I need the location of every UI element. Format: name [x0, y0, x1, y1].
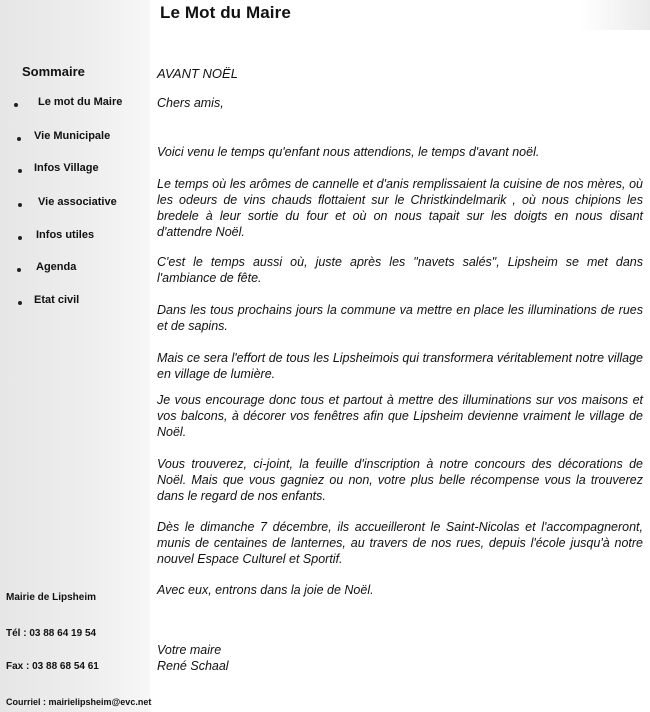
bullet-icon — [14, 103, 18, 107]
letter-greeting: Chers amis, — [157, 96, 224, 110]
letter-paragraph: Je vous encourage donc tous et partout à mettre des illuminations sur vos maisons et vos balcons, à décorer vos fenêtres afin que Lipsheim devienne vraiment le village de Noël. — [157, 393, 643, 439]
bullet-icon — [18, 169, 22, 173]
letter-closing: Votre maire — [157, 643, 222, 657]
sommaire-menu — [0, 96, 150, 326]
sommaire-item-agenda[interactable] — [0, 261, 150, 294]
bullet-icon — [18, 203, 22, 207]
bullet-icon — [17, 268, 21, 272]
sommaire-item-etat-civil[interactable] — [0, 294, 150, 326]
email-link[interactable]: Courriel : mairielipsheim@evc.net — [6, 697, 152, 707]
sommaire-item-vie-municipale[interactable] — [0, 130, 150, 162]
sommaire-item-label: Infos Village — [34, 162, 99, 174]
sommaire-item-label: Etat civil — [34, 294, 80, 306]
sommaire-item-vie-associative[interactable] — [0, 196, 150, 229]
mairie-name: Mairie de Lipsheim — [6, 592, 97, 603]
sommaire-item-infos-village[interactable] — [0, 162, 150, 196]
sommaire-item-label: Vie Municipale — [34, 130, 111, 142]
header-shadow — [580, 0, 650, 30]
letter-paragraph: Dans les tous prochains jours la commune va mettre en place les illuminations de rues et de sapins. — [157, 303, 643, 333]
sommaire-item-label: Le mot du Maire — [38, 96, 123, 108]
bullet-icon — [17, 137, 21, 141]
letter-paragraph: Voici venu le temps qu'enfant nous attendions, le temps d'avant noël. — [157, 145, 540, 159]
letter-paragraph: Mais ce sera l'effort de tous les Lipsheimois qui transformera véritablement notre village en village de lumière. — [157, 351, 643, 381]
sommaire-item-label: Vie associative — [38, 196, 117, 208]
letter-signature: René Schaal — [157, 659, 229, 673]
letter-paragraph: Vous trouverez, ci-joint, la feuille d'inscription à notre concours des décorations de Noël. Mais que vous gagniez ou non, votre plus belle récompense vous la trouverez dans le regard de nos enfants. — [157, 457, 643, 503]
letter-paragraph: Dès le dimanche 7 décembre, ils accueilleront le Saint-Nicolas et l'accompagneront, munis de centaines de lanternes, au travers de nos rues, depuis l'école jusqu'à notre nouvel Espace Culturel et Sportif. — [157, 520, 643, 566]
sommaire-item-le-mot-du-maire[interactable] — [0, 96, 150, 130]
sommaire-item-infos-utiles[interactable] — [0, 229, 150, 261]
sommaire-item-label: Infos utiles — [36, 229, 95, 241]
letter-paragraph: Le temps où les arômes de cannelle et d'anis remplissaient la cuisine de nos mères, où les odeurs de vins chauds flottaient sur le Christkindelmarik , où nous chipions les bredele à leur sortie du four et où on nous tapait sur les doigts en nous disant d'attendre Noël. — [157, 177, 643, 239]
letter-paragraph: Avec eux, entrons dans la joie de Noël. — [157, 583, 374, 597]
page-title: Le Mot du Maire — [160, 3, 291, 22]
letter-heading: AVANT NOËL — [157, 66, 238, 81]
telephone: Tél : 03 88 64 19 54 — [6, 628, 97, 639]
sommaire-item-label: Agenda — [36, 261, 77, 273]
bullet-icon — [18, 301, 22, 305]
bullet-icon — [18, 236, 22, 240]
letter-paragraph: C'est le temps aussi où, juste après les "navets salés", Lipsheim se met dans l'ambiance de fête. — [157, 255, 643, 285]
fax: Fax : 03 88 68 54 61 — [6, 661, 99, 672]
sommaire-heading: Sommaire — [22, 64, 85, 79]
